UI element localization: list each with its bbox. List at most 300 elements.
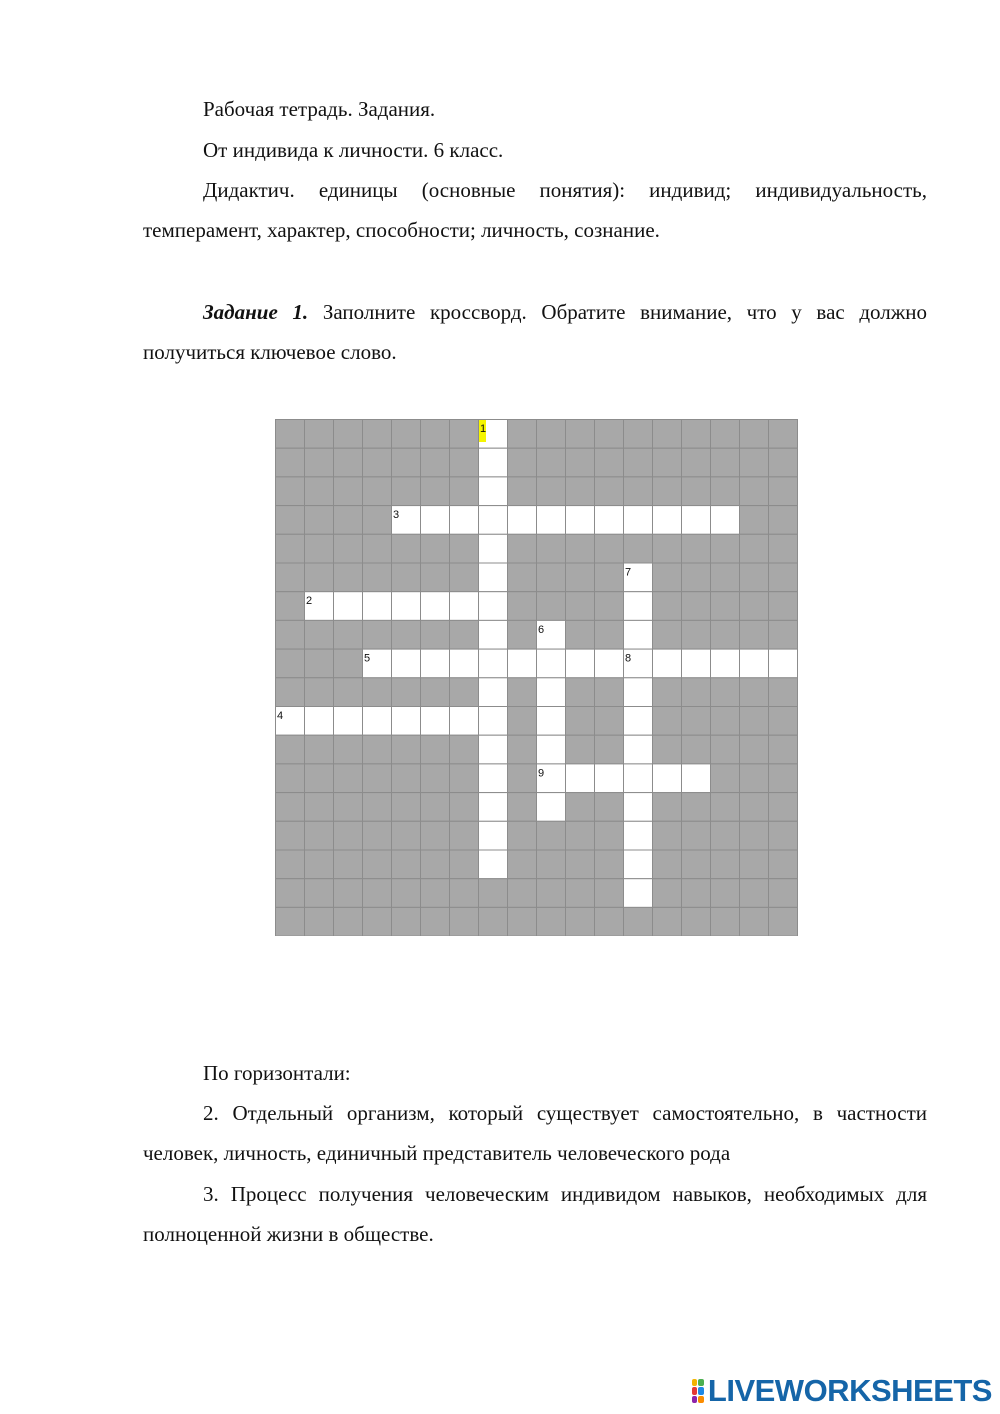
crossword-cell-blocked — [653, 850, 682, 879]
crossword-cell-blocked — [363, 620, 392, 649]
crossword-cell-blocked — [305, 764, 334, 793]
crossword-cell-blocked — [508, 821, 537, 850]
crossword-cell-blocked — [595, 592, 624, 621]
crossword-grid — [275, 419, 798, 936]
crossword-cell-blocked — [334, 506, 363, 535]
crossword-cell-blocked — [711, 850, 740, 879]
crossword-cell-blocked — [363, 563, 392, 592]
crossword-cell-blocked — [276, 592, 305, 621]
crossword-cell-blocked — [450, 907, 479, 936]
crossword-cell-blocked — [305, 420, 334, 449]
crossword-cell-blocked — [682, 477, 711, 506]
crossword-cell-blocked — [508, 735, 537, 764]
crossword-cell-open[interactable] — [624, 506, 653, 535]
crossword-cell-blocked — [682, 735, 711, 764]
crossword-cell-open[interactable] — [392, 649, 421, 678]
crossword-cell-blocked — [421, 563, 450, 592]
crossword-cell-open[interactable] — [537, 506, 566, 535]
crossword-cell-open[interactable] — [479, 707, 508, 736]
crossword-cell-blocked — [653, 879, 682, 908]
crossword-cell-blocked — [740, 735, 769, 764]
crossword-cell-blocked — [682, 907, 711, 936]
crossword-cell-blocked — [450, 821, 479, 850]
crossword-cell-blocked — [363, 448, 392, 477]
crossword-cell-blocked — [334, 563, 363, 592]
crossword-cell-open[interactable] — [740, 649, 769, 678]
crossword-cell-open[interactable] — [450, 649, 479, 678]
crossword-cell-open[interactable] — [537, 793, 566, 822]
crossword-cell-blocked — [450, 563, 479, 592]
crossword-cell-open[interactable] — [479, 793, 508, 822]
crossword-cell-open[interactable] — [479, 477, 508, 506]
crossword-cell-blocked — [537, 534, 566, 563]
crossword-cell-blocked — [450, 764, 479, 793]
crossword-cell-blocked — [769, 678, 798, 707]
crossword-cell-blocked — [363, 477, 392, 506]
crossword-cell-blocked — [421, 420, 450, 449]
crossword-cell-blocked — [479, 907, 508, 936]
crossword-cell-blocked — [566, 907, 595, 936]
crossword-cell-blocked — [276, 563, 305, 592]
crossword-cell-blocked — [711, 907, 740, 936]
crossword-cell-blocked — [740, 563, 769, 592]
crossword-cell-blocked — [740, 448, 769, 477]
crossword-number-7: 7 — [625, 566, 632, 579]
crossword-cell-blocked — [508, 707, 537, 736]
crossword-cell-blocked — [740, 534, 769, 563]
crossword-cell-blocked — [421, 678, 450, 707]
crossword-cell-blocked — [653, 620, 682, 649]
crossword-cell-open[interactable] — [421, 649, 450, 678]
crossword-cell-open[interactable] — [479, 563, 508, 592]
crossword-cell-blocked — [392, 821, 421, 850]
crossword-number-5: 5 — [364, 652, 371, 665]
crossword-cell-open[interactable] — [624, 879, 653, 908]
crossword-cell-blocked — [682, 850, 711, 879]
crossword-cell-blocked — [566, 735, 595, 764]
crossword-cell-blocked — [392, 534, 421, 563]
task-1-text: Заполните кроссворд. Обратите внимание, что у вас должно получиться ключевое слово. — [143, 300, 927, 364]
workbook-title: Рабочая тетрадь. Задания. — [203, 97, 436, 121]
crossword-cell-blocked — [769, 735, 798, 764]
crossword-cell-open[interactable] — [595, 506, 624, 535]
crossword-cell-blocked — [740, 506, 769, 535]
crossword-cell-blocked — [305, 850, 334, 879]
crossword-cell-blocked — [769, 592, 798, 621]
logo-square — [692, 1387, 697, 1394]
crossword-cell-blocked — [450, 850, 479, 879]
crossword-cell-blocked — [711, 477, 740, 506]
crossword-cell-open[interactable] — [305, 707, 334, 736]
crossword-cell-blocked — [363, 821, 392, 850]
crossword-cell-blocked — [421, 821, 450, 850]
crossword-cell-blocked — [276, 534, 305, 563]
crossword-cell-blocked — [508, 850, 537, 879]
clue-across-2: 2. Отдельный организм, который существует самостоятельно, в частности человек, личность, единичный представитель человеческого рода — [143, 1101, 927, 1165]
crossword-cell-blocked — [537, 477, 566, 506]
crossword-cell-open[interactable] — [508, 506, 537, 535]
crossword-cell-blocked — [392, 420, 421, 449]
crossword-cell-open[interactable] — [595, 764, 624, 793]
crossword-cell-blocked — [740, 850, 769, 879]
crossword-cell-blocked — [595, 907, 624, 936]
crossword-cell-blocked — [769, 448, 798, 477]
crossword-cell-blocked — [682, 592, 711, 621]
crossword-cell-open[interactable] — [537, 678, 566, 707]
crossword-cell-open[interactable] — [363, 592, 392, 621]
crossword-cell-blocked — [711, 620, 740, 649]
crossword-cell-blocked — [711, 592, 740, 621]
crossword-cell-blocked — [450, 420, 479, 449]
crossword-cell-blocked — [653, 678, 682, 707]
crossword-cell-open[interactable] — [711, 506, 740, 535]
crossword-cell-blocked — [624, 448, 653, 477]
crossword-cell-blocked — [305, 735, 334, 764]
across-heading: По горизонтали: — [203, 1061, 351, 1085]
crossword-cell-blocked — [595, 793, 624, 822]
crossword-cell-open[interactable] — [479, 649, 508, 678]
logo-square — [698, 1396, 703, 1403]
crossword-cell-blocked — [363, 879, 392, 908]
didactic-units: Дидактич. единицы (основные понятия): индивид; индивидуальность, темперамент, характер, способности; личность, сознание. — [143, 178, 927, 242]
crossword-cell-blocked — [334, 764, 363, 793]
crossword-cell-blocked — [508, 907, 537, 936]
crossword-cell-blocked — [769, 620, 798, 649]
crossword-cell-blocked — [682, 420, 711, 449]
crossword-cell-blocked — [450, 477, 479, 506]
crossword-cell-open[interactable] — [624, 707, 653, 736]
crossword-cell-open[interactable] — [566, 764, 595, 793]
crossword-cell-open[interactable] — [421, 707, 450, 736]
crossword-cell-open[interactable] — [537, 735, 566, 764]
crossword-cell-blocked — [392, 764, 421, 793]
crossword-cell-blocked — [276, 907, 305, 936]
crossword-cell-blocked — [711, 764, 740, 793]
crossword-cell-blocked — [334, 907, 363, 936]
crossword-cell-blocked — [537, 879, 566, 908]
crossword-cell-open[interactable] — [682, 506, 711, 535]
crossword-cell-blocked — [392, 850, 421, 879]
crossword-cell-blocked — [276, 420, 305, 449]
crossword-cell-blocked — [711, 534, 740, 563]
crossword-cell-open[interactable] — [566, 649, 595, 678]
crossword-cell-blocked — [682, 563, 711, 592]
crossword-cell-blocked — [334, 620, 363, 649]
crossword-cell-open[interactable] — [624, 850, 653, 879]
crossword-cell-blocked — [392, 563, 421, 592]
crossword-cell-open[interactable] — [392, 592, 421, 621]
crossword-cell-blocked — [595, 850, 624, 879]
crossword-cell-open[interactable] — [595, 649, 624, 678]
crossword-cell-blocked — [508, 764, 537, 793]
crossword-cell-blocked — [334, 649, 363, 678]
crossword-cell-blocked — [740, 707, 769, 736]
crossword-cell-open[interactable] — [537, 649, 566, 678]
crossword-cell-blocked — [566, 707, 595, 736]
crossword-cell-blocked — [624, 907, 653, 936]
crossword-cell-blocked — [595, 821, 624, 850]
crossword-cell-blocked — [682, 821, 711, 850]
crossword-cell-blocked — [276, 793, 305, 822]
crossword-cell-blocked — [769, 907, 798, 936]
crossword-cell-open[interactable] — [682, 764, 711, 793]
crossword-cell-blocked — [740, 821, 769, 850]
crossword-cell-open[interactable] — [711, 649, 740, 678]
crossword-cell-open[interactable] — [624, 764, 653, 793]
crossword-cell-open[interactable] — [624, 793, 653, 822]
crossword-cell-blocked — [769, 764, 798, 793]
crossword-cell-blocked — [363, 907, 392, 936]
crossword-cell-open[interactable] — [653, 649, 682, 678]
crossword-cell-blocked — [566, 448, 595, 477]
crossword-cell-blocked — [682, 620, 711, 649]
crossword-cell-open[interactable] — [450, 707, 479, 736]
crossword-cell-open[interactable] — [479, 592, 508, 621]
crossword-cell-blocked — [421, 534, 450, 563]
crossword-cell-open[interactable] — [566, 506, 595, 535]
crossword-cell-open[interactable] — [450, 506, 479, 535]
logo-square — [698, 1387, 703, 1394]
crossword-cell-blocked — [334, 678, 363, 707]
logo-square — [692, 1379, 697, 1386]
crossword-cell-blocked — [566, 879, 595, 908]
crossword-cell-blocked — [653, 907, 682, 936]
crossword-cell-blocked — [334, 821, 363, 850]
crossword-cell-blocked — [740, 907, 769, 936]
crossword-cell-open[interactable] — [479, 735, 508, 764]
crossword-cell-blocked — [624, 534, 653, 563]
crossword-cell-blocked — [363, 793, 392, 822]
crossword-cell-blocked — [653, 420, 682, 449]
crossword-cell-blocked — [711, 821, 740, 850]
crossword-cell-blocked — [363, 764, 392, 793]
crossword-cell-blocked — [276, 850, 305, 879]
crossword-cell-blocked — [711, 793, 740, 822]
crossword-cell-blocked — [740, 420, 769, 449]
liveworksheets-logo — [692, 1374, 992, 1408]
crossword-cell-open[interactable] — [769, 649, 798, 678]
clue-across-3: 3. Процесс получения человеческим индивидом навыков, необходимых для полноценной жизни в обществе. — [143, 1182, 927, 1246]
crossword-cell-open[interactable] — [624, 678, 653, 707]
crossword-cell-open[interactable] — [479, 678, 508, 707]
crossword-cell-blocked — [276, 678, 305, 707]
crossword-cell-blocked — [450, 879, 479, 908]
logo-square — [698, 1379, 703, 1386]
crossword-cell-blocked — [740, 678, 769, 707]
crossword-cell-blocked — [653, 592, 682, 621]
crossword-cell-blocked — [421, 850, 450, 879]
crossword-cell-blocked — [508, 477, 537, 506]
crossword-number-1: 1 — [480, 423, 487, 435]
crossword-cell-blocked — [769, 879, 798, 908]
crossword-cell-blocked — [566, 592, 595, 621]
crossword-cell-blocked — [740, 620, 769, 649]
crossword-cell-blocked — [508, 879, 537, 908]
crossword-number-9: 9 — [538, 767, 545, 780]
crossword-cell-blocked — [305, 506, 334, 535]
crossword-cell-blocked — [769, 506, 798, 535]
crossword-cell-open[interactable] — [624, 735, 653, 764]
crossword-cell-open[interactable] — [421, 592, 450, 621]
crossword-cell-blocked — [421, 879, 450, 908]
crossword-cell-blocked — [537, 907, 566, 936]
crossword-cell-blocked — [537, 448, 566, 477]
crossword-cell-blocked — [305, 821, 334, 850]
crossword-cell-blocked — [653, 563, 682, 592]
crossword-cell-blocked — [566, 420, 595, 449]
crossword-cell-blocked — [276, 506, 305, 535]
crossword-cell-blocked — [508, 592, 537, 621]
crossword-cell-blocked — [305, 477, 334, 506]
crossword-cell-blocked — [595, 707, 624, 736]
crossword-cell-blocked — [276, 477, 305, 506]
crossword-cell-open[interactable] — [479, 764, 508, 793]
crossword-cell-blocked — [508, 678, 537, 707]
crossword-number-3: 3 — [393, 509, 400, 522]
crossword-cell-blocked — [276, 735, 305, 764]
crossword-cell-blocked — [421, 735, 450, 764]
crossword-cell-blocked — [305, 793, 334, 822]
crossword-cell-open[interactable] — [479, 821, 508, 850]
crossword-cell-open[interactable] — [479, 850, 508, 879]
crossword-cell-blocked — [305, 879, 334, 908]
crossword-cell-blocked — [740, 592, 769, 621]
crossword-cell-blocked — [740, 764, 769, 793]
crossword-cell-blocked — [392, 620, 421, 649]
crossword-number-2: 2 — [306, 595, 313, 608]
logo-text: LIVEWORKSHEETS — [707, 1373, 992, 1408]
crossword-cell-blocked — [276, 620, 305, 649]
crossword-cell-blocked — [334, 879, 363, 908]
crossword-cell-blocked — [450, 534, 479, 563]
crossword-cell-blocked — [305, 563, 334, 592]
crossword-cell-open[interactable] — [363, 707, 392, 736]
crossword-cell-blocked — [653, 534, 682, 563]
crossword-cell-blocked — [537, 420, 566, 449]
crossword-cell-blocked — [595, 879, 624, 908]
crossword-cell-blocked — [682, 879, 711, 908]
crossword-cell-open[interactable] — [508, 649, 537, 678]
crossword-cell-blocked — [595, 420, 624, 449]
crossword-cell-blocked — [276, 821, 305, 850]
crossword-number-6: 6 — [538, 623, 545, 636]
crossword-cell-blocked — [450, 678, 479, 707]
crossword-cell-blocked — [508, 563, 537, 592]
crossword-cell-blocked — [508, 420, 537, 449]
crossword-cell-blocked — [566, 534, 595, 563]
crossword-cell-open[interactable] — [537, 707, 566, 736]
crossword-cell-open[interactable] — [479, 448, 508, 477]
crossword-cell-blocked — [421, 477, 450, 506]
crossword-cell-blocked — [595, 678, 624, 707]
crossword-cell-open[interactable] — [682, 649, 711, 678]
crossword-cell-open[interactable] — [653, 506, 682, 535]
crossword-cell-blocked — [566, 678, 595, 707]
crossword-cell-blocked — [334, 448, 363, 477]
logo-icon — [692, 1379, 704, 1403]
crossword-cell-blocked — [363, 420, 392, 449]
crossword-cell-blocked — [595, 620, 624, 649]
crossword-cell-blocked — [305, 534, 334, 563]
crossword-cell-blocked — [595, 735, 624, 764]
logo-square — [692, 1396, 697, 1403]
crossword-cell-blocked — [276, 448, 305, 477]
crossword-cell-blocked — [769, 563, 798, 592]
crossword-cell-open[interactable] — [624, 620, 653, 649]
crossword-cell-open[interactable] — [479, 534, 508, 563]
crossword-cell-open[interactable] — [624, 592, 653, 621]
crossword-cell-blocked — [566, 620, 595, 649]
crossword-cell-blocked — [392, 907, 421, 936]
lesson-title: От индивида к личности. 6 класс. — [203, 138, 504, 162]
crossword-cell-blocked — [595, 448, 624, 477]
crossword-cell-blocked — [740, 879, 769, 908]
crossword-cell-blocked — [363, 735, 392, 764]
crossword-cell-blocked — [334, 793, 363, 822]
crossword-cell-blocked — [334, 420, 363, 449]
crossword-number-8: 8 — [625, 652, 632, 665]
crossword-cell-blocked — [276, 879, 305, 908]
crossword-cell-open[interactable] — [421, 506, 450, 535]
crossword-cell-blocked — [682, 448, 711, 477]
crossword-cell-blocked — [537, 850, 566, 879]
crossword-cell-open[interactable] — [334, 592, 363, 621]
crossword-cell-open[interactable] — [624, 821, 653, 850]
crossword-cell-blocked — [508, 448, 537, 477]
crossword-cell-blocked — [392, 793, 421, 822]
crossword-cell-blocked — [392, 448, 421, 477]
crossword-cell-blocked — [421, 793, 450, 822]
crossword-cell-blocked — [769, 477, 798, 506]
crossword-cell-blocked — [769, 850, 798, 879]
crossword-cell-blocked — [769, 707, 798, 736]
crossword-cell-blocked — [276, 764, 305, 793]
crossword-cell-blocked — [653, 735, 682, 764]
crossword-cell-blocked — [711, 678, 740, 707]
crossword-cell-blocked — [682, 678, 711, 707]
crossword-cell-open[interactable] — [479, 506, 508, 535]
crossword-cell-blocked — [624, 477, 653, 506]
crossword-cell-open[interactable] — [392, 707, 421, 736]
crossword-cell-blocked — [566, 821, 595, 850]
crossword-cell-open[interactable] — [334, 707, 363, 736]
crossword-cell-blocked — [276, 649, 305, 678]
crossword-cell-blocked — [566, 477, 595, 506]
crossword-cell-blocked — [450, 448, 479, 477]
crossword-number-4: 4 — [277, 710, 284, 722]
crossword-cell-blocked — [682, 707, 711, 736]
crossword-cell-open[interactable] — [479, 620, 508, 649]
crossword-cell-blocked — [421, 764, 450, 793]
crossword-cell-blocked — [392, 678, 421, 707]
crossword-cell-blocked — [566, 563, 595, 592]
crossword-cell-blocked — [334, 534, 363, 563]
crossword-cell-blocked — [421, 448, 450, 477]
task-1-label: Задание 1. — [203, 300, 309, 324]
crossword-cell-blocked — [595, 534, 624, 563]
crossword-cell-blocked — [537, 563, 566, 592]
crossword-cell-open[interactable] — [653, 764, 682, 793]
crossword-cell-blocked — [392, 735, 421, 764]
crossword-cell-blocked — [682, 534, 711, 563]
crossword-cell-open[interactable] — [450, 592, 479, 621]
crossword-cell-blocked — [363, 506, 392, 535]
task-1-instructions — [143, 292, 927, 372]
crossword-cell-blocked — [653, 448, 682, 477]
crossword-cell-blocked — [450, 620, 479, 649]
crossword-cell-blocked — [537, 821, 566, 850]
crossword-cell-blocked — [450, 793, 479, 822]
